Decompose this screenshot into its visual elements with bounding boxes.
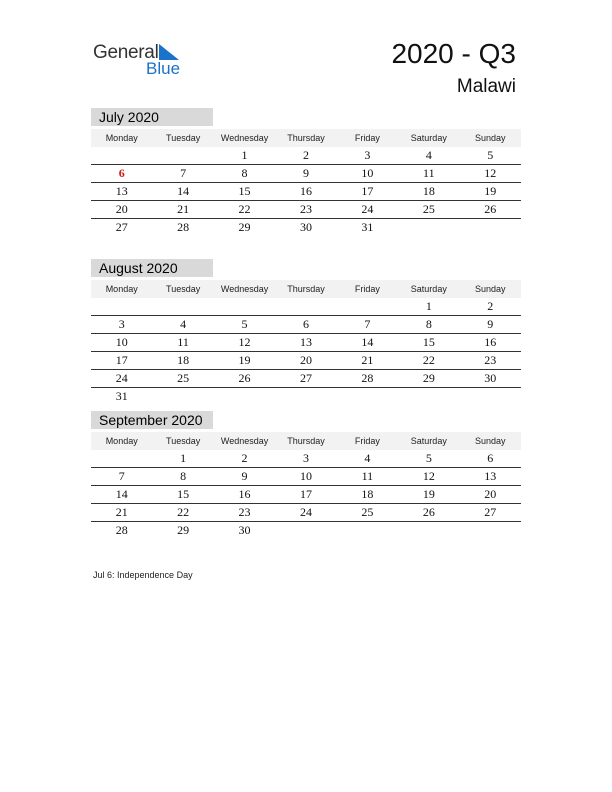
weekday-label: Sunday xyxy=(474,436,506,446)
holiday-note: Jul 6: Independence Day xyxy=(93,570,193,580)
week-row xyxy=(91,219,521,236)
day-cell: 12 xyxy=(422,469,435,483)
weekday-label: Thursday xyxy=(287,436,325,446)
day-cell: 9 xyxy=(487,317,494,331)
day-cell: 19 xyxy=(484,184,497,198)
day-cell xyxy=(275,298,336,315)
weeks-grid xyxy=(91,298,521,405)
day-cell: 20 xyxy=(299,353,312,367)
weekday-label: Thursday xyxy=(287,133,325,143)
week-row xyxy=(91,147,521,165)
day-cell xyxy=(152,298,213,315)
day-cell: 30 xyxy=(484,371,497,385)
day-cell: 10 xyxy=(361,166,374,180)
day-cell xyxy=(460,522,521,539)
day-cell: 16 xyxy=(299,184,312,198)
day-cell: 24 xyxy=(361,202,374,216)
day-cell: 27 xyxy=(299,371,312,385)
week-row xyxy=(91,468,521,486)
weekday-label: Tuesday xyxy=(166,436,201,446)
day-cell: 14 xyxy=(177,184,190,198)
day-cell: 31 xyxy=(361,220,374,234)
weekday-label: Saturday xyxy=(410,436,447,446)
day-cell: 25 xyxy=(422,202,435,216)
week-row xyxy=(91,486,521,504)
day-cell: 2 xyxy=(487,299,494,313)
day-cell: 11 xyxy=(423,166,435,180)
day-cell: 27 xyxy=(484,505,497,519)
day-cell: 12 xyxy=(238,335,251,349)
country-name: Malawi xyxy=(456,76,516,97)
day-cell xyxy=(275,388,336,405)
weeks-grid xyxy=(91,147,521,236)
day-cell: 2 xyxy=(302,148,309,162)
day-cell xyxy=(460,388,521,405)
day-cell xyxy=(337,388,398,405)
day-cell xyxy=(214,388,275,405)
day-cell: 18 xyxy=(422,184,435,198)
weekday-label: Thursday xyxy=(287,284,325,294)
day-cell: 28 xyxy=(115,523,128,537)
month-title: August 2020 xyxy=(91,259,213,277)
day-cell: 24 xyxy=(299,505,312,519)
week-row xyxy=(91,201,521,219)
day-cell: 27 xyxy=(115,220,128,234)
day-cell: 20 xyxy=(115,202,128,216)
day-cell: 21 xyxy=(177,202,190,216)
day-cell: 19 xyxy=(422,487,435,501)
day-cell: 30 xyxy=(299,220,312,234)
weekday-label: Wednesday xyxy=(220,284,269,294)
day-cell: 3 xyxy=(118,317,125,331)
week-row xyxy=(91,316,521,334)
day-cell: 1 xyxy=(241,148,248,162)
logo-word-blue: Blue xyxy=(146,59,181,78)
day-cell: 13 xyxy=(115,184,128,198)
day-cell: 8 xyxy=(425,317,432,331)
day-cell: 7 xyxy=(118,469,125,483)
day-cell: 24 xyxy=(115,371,128,385)
day-cell: 1 xyxy=(425,299,432,313)
day-cell: 5 xyxy=(241,317,248,331)
day-cell: 28 xyxy=(361,371,374,385)
weekday-label: Monday xyxy=(105,436,138,446)
day-cell: 28 xyxy=(177,220,190,234)
weekday-label: Wednesday xyxy=(220,133,269,143)
day-cell: 29 xyxy=(238,220,251,234)
day-cell: 26 xyxy=(484,202,497,216)
day-cell: 15 xyxy=(238,184,251,198)
day-cell: 16 xyxy=(238,487,251,501)
weekday-label: Sunday xyxy=(474,284,506,294)
weekday-label: Monday xyxy=(105,133,138,143)
weekday-header-row xyxy=(91,129,521,147)
generalblue-logo xyxy=(93,40,193,80)
day-cell: 16 xyxy=(484,335,497,349)
day-cell xyxy=(91,298,152,315)
weekday-header-row xyxy=(91,432,521,450)
day-cell: 29 xyxy=(422,371,435,385)
day-cell xyxy=(398,388,459,405)
weekday-label: Friday xyxy=(354,133,380,143)
day-cell xyxy=(460,219,521,236)
day-cell: 31 xyxy=(115,389,128,403)
week-row xyxy=(91,352,521,370)
day-cell xyxy=(91,147,152,164)
day-cell: 5 xyxy=(425,451,432,465)
day-cell: 6 xyxy=(302,317,309,331)
holiday-day-cell: 6 xyxy=(118,166,125,180)
day-cell xyxy=(398,219,459,236)
week-row xyxy=(91,370,521,388)
day-cell: 23 xyxy=(299,202,312,216)
day-cell: 7 xyxy=(364,317,371,331)
day-cell: 5 xyxy=(487,148,494,162)
week-row xyxy=(91,298,521,316)
month-calendar-september xyxy=(91,411,521,539)
day-cell: 3 xyxy=(364,148,371,162)
day-cell: 22 xyxy=(422,353,435,367)
day-cell: 25 xyxy=(361,505,374,519)
day-cell: 30 xyxy=(238,523,251,537)
week-row xyxy=(91,388,521,405)
day-cell: 17 xyxy=(361,184,374,198)
day-cell: 4 xyxy=(180,317,187,331)
month-title: July 2020 xyxy=(91,108,213,126)
day-cell: 15 xyxy=(422,335,435,349)
day-cell: 4 xyxy=(425,148,432,162)
weeks-grid xyxy=(91,450,521,539)
day-cell: 25 xyxy=(177,371,190,385)
day-cell: 9 xyxy=(241,469,248,483)
day-cell: 22 xyxy=(238,202,251,216)
day-cell: 21 xyxy=(361,353,374,367)
day-cell: 4 xyxy=(364,451,371,465)
day-cell xyxy=(152,388,213,405)
day-cell: 9 xyxy=(302,166,309,180)
day-cell: 26 xyxy=(422,505,435,519)
week-row xyxy=(91,334,521,352)
day-cell: 12 xyxy=(484,166,497,180)
day-cell: 1 xyxy=(180,451,187,465)
day-cell: 13 xyxy=(299,335,312,349)
day-cell xyxy=(337,522,398,539)
day-cell: 8 xyxy=(241,166,248,180)
weekday-label: Wednesday xyxy=(220,436,269,446)
day-cell: 18 xyxy=(361,487,374,501)
day-cell: 23 xyxy=(238,505,251,519)
logo-triangle-icon xyxy=(159,44,179,60)
weekday-label: Monday xyxy=(105,284,138,294)
day-cell: 18 xyxy=(177,353,190,367)
day-cell: 23 xyxy=(484,353,497,367)
day-cell: 8 xyxy=(180,469,187,483)
day-cell: 17 xyxy=(115,353,128,367)
week-row xyxy=(91,504,521,522)
weekday-label: Friday xyxy=(354,436,380,446)
month-title: September 2020 xyxy=(91,411,213,429)
day-cell: 26 xyxy=(238,371,251,385)
week-row xyxy=(91,183,521,201)
day-cell xyxy=(398,522,459,539)
week-row xyxy=(91,522,521,539)
day-cell xyxy=(214,298,275,315)
day-cell: 13 xyxy=(484,469,497,483)
day-cell xyxy=(91,450,152,467)
day-cell: 17 xyxy=(299,487,312,501)
weekday-label: Tuesday xyxy=(166,284,201,294)
day-cell: 20 xyxy=(484,487,497,501)
day-cell: 22 xyxy=(177,505,190,519)
day-cell: 10 xyxy=(299,469,312,483)
day-cell: 11 xyxy=(177,335,189,349)
day-cell: 7 xyxy=(180,166,187,180)
week-row xyxy=(91,165,521,183)
month-calendar-july xyxy=(91,108,521,236)
week-row xyxy=(91,450,521,468)
weekday-label: Tuesday xyxy=(166,133,201,143)
logo-word-general: General xyxy=(93,42,159,63)
weekday-label: Friday xyxy=(354,284,380,294)
day-cell xyxy=(152,147,213,164)
month-calendar-august xyxy=(91,259,521,405)
day-cell: 6 xyxy=(487,451,494,465)
page-title: 2020 - Q3 xyxy=(391,38,516,69)
day-cell: 19 xyxy=(238,353,251,367)
day-cell: 21 xyxy=(115,505,128,519)
day-cell: 2 xyxy=(241,451,248,465)
day-cell: 15 xyxy=(177,487,190,501)
day-cell xyxy=(275,522,336,539)
day-cell: 11 xyxy=(361,469,374,483)
day-cell: 14 xyxy=(115,487,128,501)
day-cell: 10 xyxy=(115,335,128,349)
day-cell: 14 xyxy=(361,335,374,349)
weekday-label: Saturday xyxy=(410,284,447,294)
weekday-label: Saturday xyxy=(410,133,447,143)
weekday-header-row xyxy=(91,280,521,298)
day-cell: 29 xyxy=(177,523,190,537)
weekday-label: Sunday xyxy=(474,133,506,143)
day-cell xyxy=(337,298,398,315)
day-cell: 3 xyxy=(302,451,309,465)
